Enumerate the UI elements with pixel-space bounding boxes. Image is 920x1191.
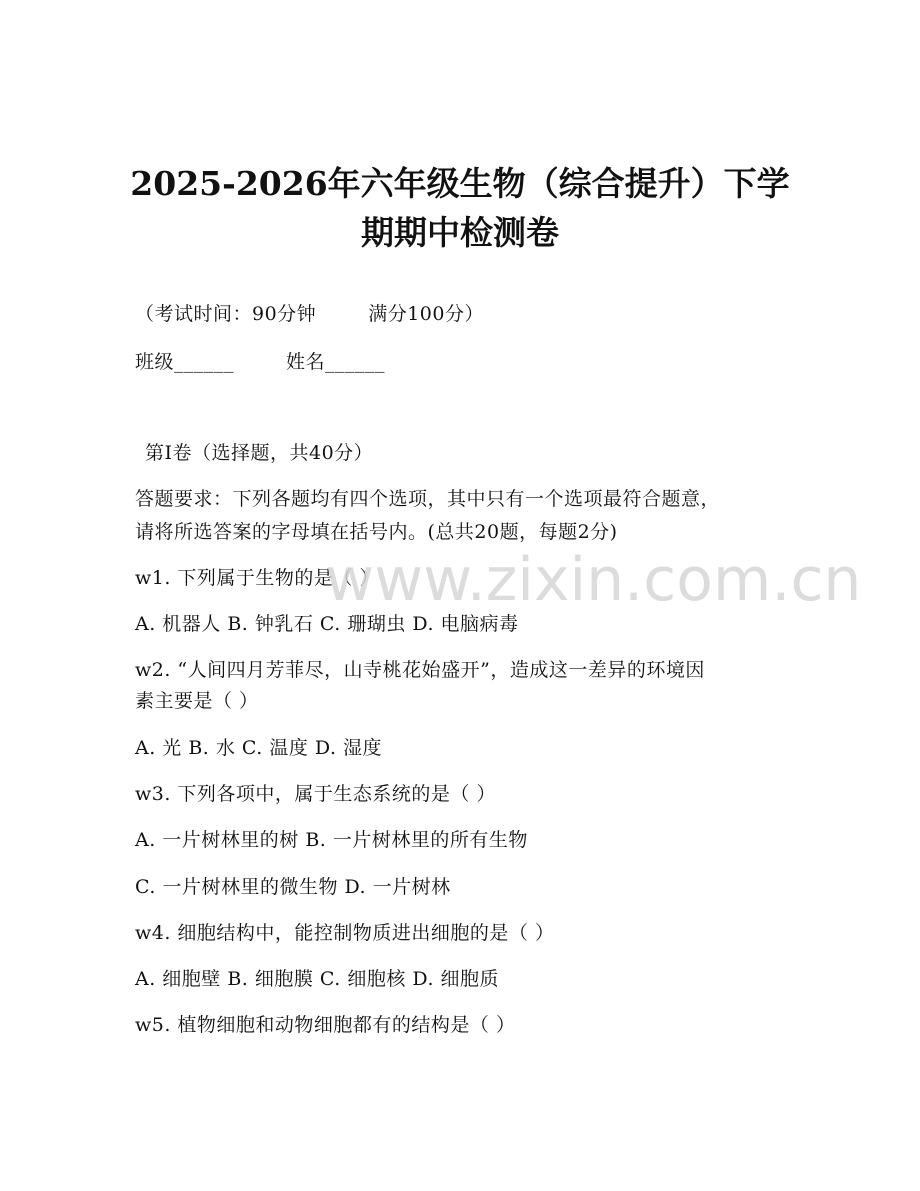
question-2-stem-line-2: 素主要是（ ） <box>135 690 259 712</box>
question-4-options: A. 细胞壁 B. 细胞膜 C. 细胞核 D. 细胞质 <box>135 968 500 990</box>
question-4-stem: w4. 细胞结构中，能控制物质进出细胞的是（ ） <box>135 922 555 944</box>
exam-info-line <box>135 302 484 326</box>
question-1-options: A. 机器人 B. 钟乳石 C. 珊瑚虫 D. 电脑病毒 <box>135 613 519 635</box>
exam-title-line-1: 2025-2026年六年级生物（综合提升）下学 <box>130 164 790 203</box>
exam-time: （考试时间：90分钟 <box>135 303 317 325</box>
student-info-line <box>135 350 385 374</box>
section-title: 第Ⅰ卷（选择题，共40分） <box>145 442 374 464</box>
question-3-options-line-2: C. 一片树林里的微生物 D. 一片树林 <box>135 876 451 898</box>
question-3-stem: w3. 下列各项中，属于生态系统的是（ ） <box>135 783 496 805</box>
full-score: 满分100分） <box>368 303 484 325</box>
question-3-options-line-1: A. 一片树林里的树 B. 一片树林里的所有生物 <box>135 829 528 851</box>
exam-title-line-2: 期期中检测卷 <box>361 213 559 252</box>
class-field: 班级______ <box>135 351 235 373</box>
question-1-stem: w1. 下列属于生物的是（ ） <box>135 567 379 589</box>
instructions-line-1: 答题要求：下列各题均有四个选项，其中只有一个选项最符合题意， <box>135 488 721 510</box>
question-5-stem: w5. 植物细胞和动物细胞都有的结构是（ ） <box>135 1014 516 1036</box>
question-2-options: A. 光 B. 水 C. 温度 D. 湿度 <box>135 737 383 759</box>
question-2-stem-line-1: w2. “人间四月芳菲尽，山寺桃花始盛开”，造成这一差异的环境因 <box>135 659 705 681</box>
watermark: www.zixin.com.cn <box>325 545 862 615</box>
instructions-line-2: 请将所选答案的字母填在括号内。(总共20题，每题2分) <box>135 521 618 543</box>
name-field: 姓名______ <box>286 351 386 373</box>
